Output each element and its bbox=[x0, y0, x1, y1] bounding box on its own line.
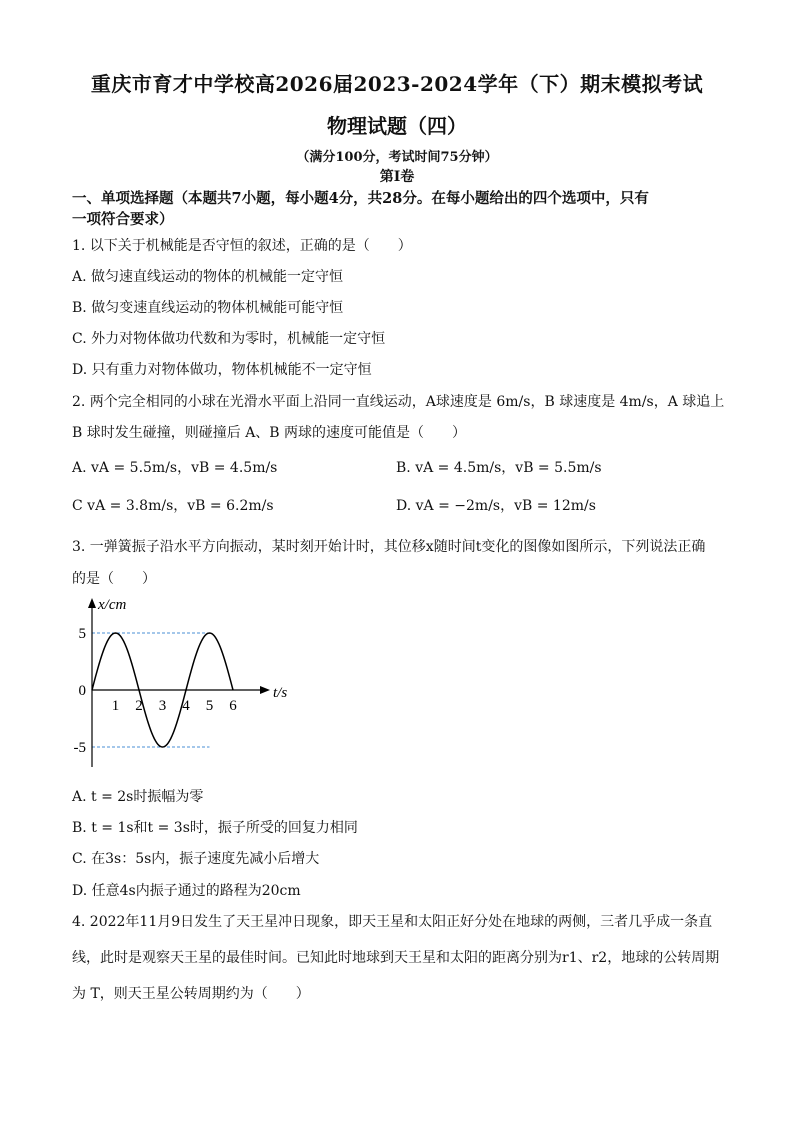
x-tick-label: 5 bbox=[205, 698, 214, 714]
q3-option-d: D. 任意4s内振子通过的路程为20cm bbox=[72, 883, 301, 899]
q1-option-c: C. 外力对物体做功代数和为零时，机械能一定守恒 bbox=[72, 331, 386, 347]
q1-option-b: B. 做匀变速直线运动的物体机械能可能守恒 bbox=[72, 300, 344, 316]
q4-line2: 线，此时是观察天王星的最佳时间。已知此时地球到天王星和太阳的距离分别为r1、r2，地球的公转周期 bbox=[72, 950, 720, 966]
q2-option-c: C vA = 3.8m/s，vB = 6.2m/s bbox=[72, 498, 274, 514]
q1-option-d: D. 只有重力对物体做功，物体机械能不一定守恒 bbox=[72, 362, 372, 378]
q2-option-a: A. vA = 5.5m/s，vB = 4.5m/s bbox=[72, 460, 278, 476]
x-axis-arrow bbox=[260, 686, 270, 694]
q3-option-c: C. 在3s：5s内，振子速度先减小后增大 bbox=[72, 851, 320, 867]
y-tick-label: 5 bbox=[78, 626, 86, 642]
q3-option-a: A. t = 2s时振幅为零 bbox=[72, 789, 204, 805]
exam-title: 重庆市育才中学校高2026届2023-2024学年（下）期末模拟考试 bbox=[90, 72, 704, 96]
exam-subject-title: 物理试题（四） bbox=[327, 114, 467, 138]
q3-stem-line1: 3. 一弹簧振子沿水平方向振动，某时刻开始计时，其位移x随时间t变化的图像如图所示，下列说法正确 bbox=[72, 539, 706, 555]
x-tick-label: 4 bbox=[182, 698, 190, 714]
q4-line1: 4. 2022年11月9日发生了天王星冲日现象，即天王星和太阳正好分处在地球的两侧，三者几乎成一条直 bbox=[72, 914, 713, 930]
x-tick-label: 2 bbox=[135, 698, 143, 714]
x-tick-label: 1 bbox=[111, 698, 120, 714]
x-axis-label: t/s bbox=[273, 685, 288, 701]
y-tick-label: 0 bbox=[78, 683, 86, 699]
volume-label: 第Ⅰ卷 bbox=[379, 169, 415, 185]
section-heading: 一、单项选择题（本题共7小题，每小题4分，共28分。在每小题给出的四个选项中，只有 bbox=[72, 190, 649, 207]
y-axis-label: x/cm bbox=[98, 597, 127, 613]
section-heading-cont: 一项符合要求） bbox=[72, 211, 174, 228]
q3-option-b: B. t = 1s和t = 3s时，振子所受的回复力相同 bbox=[72, 820, 358, 836]
displacement-time-graph bbox=[70, 592, 310, 772]
y-tick-label: -5 bbox=[73, 740, 86, 756]
q3-stem-line2: 的是（ ） bbox=[72, 571, 156, 587]
q1-stem: 1. 以下关于机械能是否守恒的叙述，正确的是（ ） bbox=[72, 238, 412, 254]
x-tick-label: 3 bbox=[158, 698, 167, 714]
q4-line3: 为 T，则天王星公转周期约为（ ） bbox=[72, 986, 310, 1002]
y-axis-arrow bbox=[88, 598, 96, 608]
q2-stem-line2: B 球时发生碰撞，则碰撞后 A、B 两球的速度可能值是（ ） bbox=[72, 425, 467, 441]
q2-stem-line1: 2. 两个完全相同的小球在光滑水平面上沿同一直线运动，A球速度是 6m/s，B 球速度是 4m/s，A 球追上 bbox=[72, 394, 725, 410]
q2-option-d: D. vA = −2m/s，vB = 12m/s bbox=[396, 498, 596, 514]
q1-option-a: A. 做匀速直线运动的物体的机械能一定守恒 bbox=[72, 269, 344, 285]
x-tick-label: 6 bbox=[229, 698, 237, 714]
q2-option-b: B. vA = 4.5m/s，vB = 5.5m/s bbox=[396, 460, 602, 476]
exam-info: （满分100分，考试时间75分钟） bbox=[296, 150, 498, 165]
